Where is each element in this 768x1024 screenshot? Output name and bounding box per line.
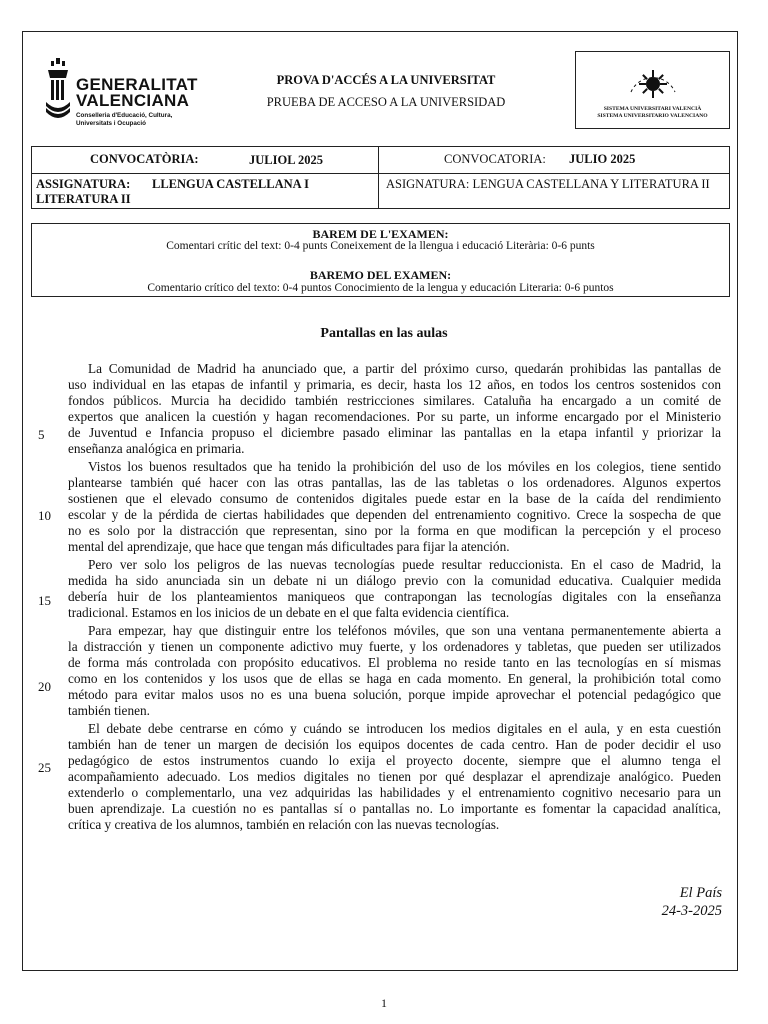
article-line: fondos públicos. Murcia ha decidido también restricciones similares. Cataluña ha encargado a un comité de: [68, 393, 721, 408]
article-line: no es solo por la distracción que representan, sino por la forma en que modifican la percepción y el proceso: [68, 523, 721, 538]
article-line: Pero ver solo los peligros de las nuevas tecnologías puede resultar reduccionista. En el caso de Madrid, la: [88, 557, 721, 572]
logo-word-2: VALENCIANA: [76, 91, 190, 110]
asignatura-label-val: ASSIGNATURA:: [36, 177, 131, 191]
article-line: El debate debe centrarse en cómo y cuándo se introducen los medios digitales en el aula, y en esta cuestión: [88, 721, 721, 736]
article-line: debería huir de los planteamientos maniqueos que contrapongan las tecnologías digitales con la enseñanza: [68, 589, 721, 604]
article-line: extenderlo o complementarlo, una vez adquiridas las habilidades y el entrenamiento cognitivo necesario para un: [68, 785, 721, 800]
line-number: 20: [38, 679, 51, 694]
asignatura-es: ASIGNATURA: LENGUA CASTELLANA Y LITERATURA II: [386, 177, 710, 191]
article-line: medida ha sido anunciada sin un debate ni un diálogo previo con la comunidad educativa. Cualquier medida: [68, 573, 721, 588]
article-line: la distracción y tienen un componente adictivo muy fuerte, y los ordenadores y tabletas, que pueden ser utilizados: [68, 639, 721, 654]
source-date: 24-3-2025: [661, 903, 722, 919]
barem-box: [31, 223, 730, 297]
article-line: acompañamiento adecuado. Los medios digitales no tienen por qué desplazar el aprendizaje analógico. Pueden: [68, 769, 721, 784]
uv-text-2: SISTEMA UNIVERSITARIO VALENCIANO: [597, 113, 708, 119]
article-line: como en los contenidos y los usos que de ellas se haga en cada momento. En general, la prohibición total como: [68, 671, 721, 686]
page-number: 1: [381, 996, 387, 1010]
article-line: uso individual en las etapas de infantil y primaria, es decir, hasta los 12 años, en todos los centros sostenidos con: [68, 377, 721, 392]
convocatoria-value-val: JULIOL 2025: [249, 153, 323, 167]
barem-heading-es: BAREMO DEL EXAMEN:: [309, 268, 452, 282]
article-line: pedagógico de estos instrumentos cuando lo exija el proyecto docente, siempre que el alumno tenga el: [68, 753, 721, 768]
article-line: de forma más controlada con propósito educativos. El problema no reside tanto en las tecnologías en sí mismas: [68, 655, 721, 670]
asignatura-value-val-1: LLENGUA CASTELLANA I: [152, 177, 309, 191]
article-line: La Comunidad de Madrid ha anunciado que, a partir del próximo curso, quedarán prohibidas las pantallas de: [88, 361, 721, 376]
article-line: crítica y creativa de los alumnos, también en relación con las nuevas tecnologías.: [68, 817, 500, 832]
logo-sub-2: Universitats i Ocupació: [76, 120, 146, 127]
convocatoria-label-val: CONVOCATÒRIA:: [90, 152, 199, 166]
uv-text-1: SISTEMA UNIVERSITARI VALENCIÀ: [603, 106, 702, 112]
article-title: Pantallas en las aulas: [320, 326, 448, 341]
article-line: también tienen.: [68, 703, 150, 718]
generalitat-emblem-icon: [44, 58, 72, 120]
convocatoria-label-es: CONVOCATORIA:: [444, 152, 546, 166]
article-line: expertos que analicen la cuestión y hagan recomendaciones. Por su parte, un informe encargado por el Ministerio: [68, 409, 721, 424]
header-title-valencian: PROVA D'ACCÉS A LA UNIVERSITAT: [276, 73, 496, 87]
article-line: Vistos los buenos resultados que ha tenido la prohibición del uso de los móviles en los colegios, tiene sentido: [88, 459, 721, 474]
article-line: buen aprendizaje. La cuestión no es pantallas sí o pantallas no. Lo importante es fomentar la capacidad analítica,: [68, 801, 721, 816]
line-number: 25: [38, 760, 51, 775]
article-line: método para evitar malos usos no es una buena solución, porque impide aprovechar el potencial pedagógico que: [68, 687, 721, 702]
article-line: también han de tener un margen de decisión los equipos docentes de cada centro. Han de poder decidir el uso: [68, 737, 721, 752]
article-line: de Juventud e Infancia propuso el diciembre pasado eliminar las pantallas en la etapa infantil y priorizar la: [68, 425, 721, 440]
column-divider: [378, 172, 379, 208]
logo-word-1: GENERALITAT: [76, 75, 198, 94]
generalitat-logo: [44, 58, 214, 128]
line-number: 15: [38, 593, 51, 608]
convocatoria-value-es: JULIO 2025: [569, 152, 636, 166]
logo-sub-1: Conselleria d'Educació, Cultura,: [76, 112, 173, 119]
article-line: enseñanza analógica en primaria.: [68, 441, 245, 456]
column-divider: [378, 147, 379, 173]
asignatura-row: [31, 172, 730, 209]
barem-text-val: Comentari crític del text: 0-4 punts Coneixement de la llengua i educació Literària: 0-6 punts: [166, 240, 595, 252]
article-line: tradicional. Estamos en los inicios de un debate en el que falta evidencia científica.: [68, 605, 510, 620]
asignatura-value-val-2: LITERATURA II: [36, 192, 131, 206]
article-line: escolar y de la pérdida de ciertas habilidades que dependen del entrenamiento cognitivo. Crece la sospecha de que: [68, 507, 721, 522]
line-number: 10: [38, 508, 51, 523]
barem-text-es: Comentario crítico del texto: 0-4 puntos Conocimiento de la lengua y educación Literaria: 0-6 puntos: [147, 282, 614, 294]
article-line: sostienen que el elevado consumo de contenidos digitales puede estar en la base de la caída del rendimiento: [68, 491, 721, 506]
uv-logo-box: [575, 51, 730, 129]
uv-seal-icon: [623, 54, 683, 102]
header-title-spanish: PRUEBA DE ACCESO A LA UNIVERSIDAD: [266, 95, 506, 109]
line-number: 5: [38, 427, 45, 442]
source-name: El País: [679, 885, 722, 901]
article-line: plantearse también qué hacer con las otras pantallas, las de las tabletas o los ordenadores. Algunos expertos: [68, 475, 721, 490]
convocatoria-row: [31, 146, 730, 174]
barem-heading-val: BAREM DE L'EXAMEN:: [312, 227, 449, 241]
article-line: Para empezar, hay que distinguir entre los teléfonos móviles, que son una ventana permanentemente abierta a: [88, 623, 721, 638]
article-line: mental del aprendizaje, que hace que tengan más dificultades para fijar la atención.: [68, 539, 510, 554]
